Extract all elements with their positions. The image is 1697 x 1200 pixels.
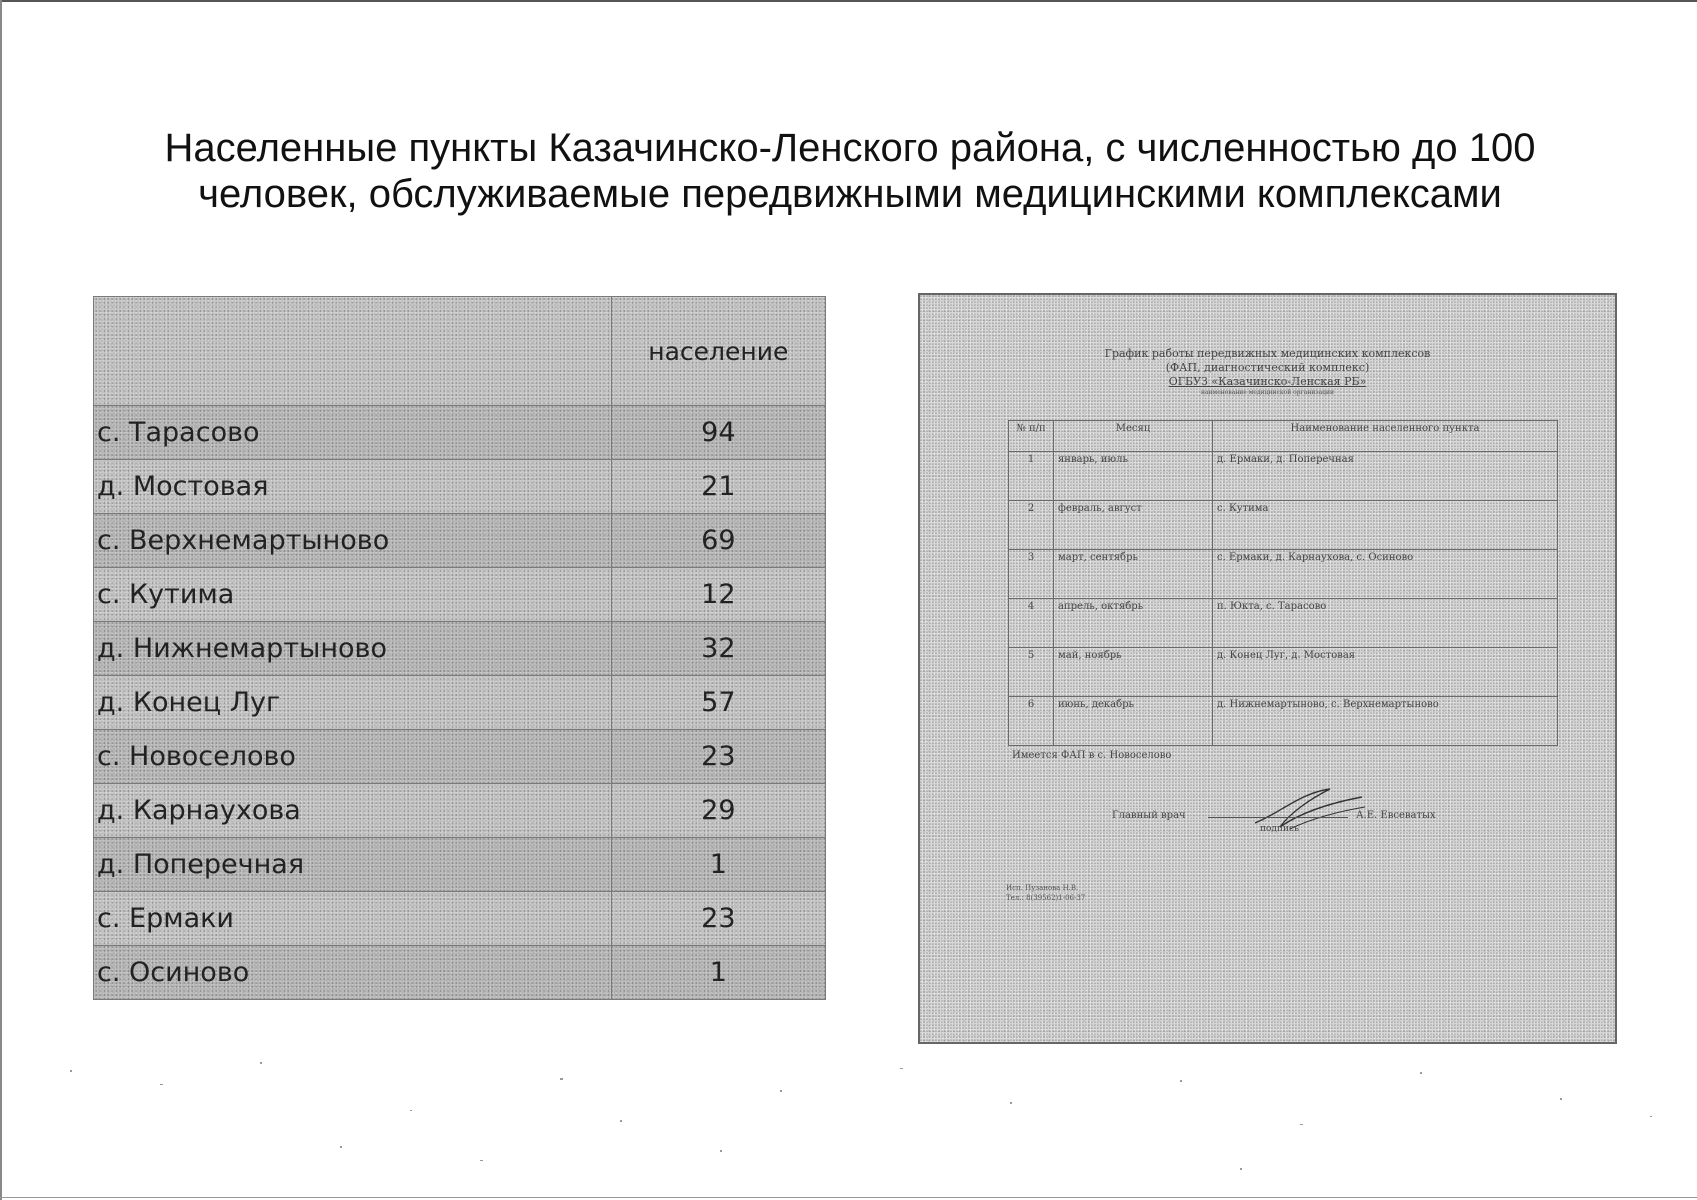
- chief-doctor-label: Главный врач: [1112, 810, 1186, 821]
- scan-noise: [0, 1050, 1697, 1190]
- population-value: 57: [611, 676, 825, 730]
- population-value: 32: [611, 622, 825, 676]
- table-row: [94, 460, 826, 514]
- settlement-name: д. Конец Луг: [94, 676, 612, 730]
- document-subtitle: (ФАП, диагностический комплекс): [1165, 361, 1370, 374]
- scanned-schedule-document: [918, 293, 1617, 1044]
- table-row: [94, 838, 826, 892]
- number-column-header: № п/п: [1009, 421, 1054, 452]
- page-border-left: [0, 0, 2, 1200]
- table-row: [94, 622, 826, 676]
- doctor-name: А.Е. Евсеватых: [1356, 810, 1436, 821]
- row-settlements: д. Конец Луг, д. Мостовая: [1213, 648, 1558, 697]
- schedule-header-row: [1009, 421, 1558, 452]
- population-value: 1: [611, 946, 825, 1000]
- settlement-column-header: [94, 297, 612, 406]
- population-value: 23: [611, 892, 825, 946]
- document-header: [920, 347, 1615, 397]
- document-footer: [1006, 883, 1085, 903]
- table-row: [94, 730, 826, 784]
- settlement-name: с. Новоселово: [94, 730, 612, 784]
- population-column-header: население: [611, 297, 825, 406]
- population-table: [93, 296, 826, 1000]
- table-row: [94, 946, 826, 1000]
- settlement-name: с. Верхнемартыново: [94, 514, 612, 568]
- table-row: [94, 568, 826, 622]
- row-settlements: п. Юкта, с. Тарасово: [1213, 599, 1558, 648]
- document-note: Имеется ФАП в с. Новоселово: [1012, 750, 1172, 761]
- page-border-bottom: [0, 1197, 1697, 1198]
- row-months: март, сентябрь: [1054, 550, 1213, 599]
- row-settlements: с. Кутима: [1213, 501, 1558, 550]
- schedule-row: [1009, 550, 1558, 599]
- population-value: 29: [611, 784, 825, 838]
- row-number: 1: [1009, 452, 1054, 501]
- schedule-row: [1009, 501, 1558, 550]
- population-value: 21: [611, 460, 825, 514]
- schedule-row: [1009, 599, 1558, 648]
- settlement-name: д. Нижнемартыново: [94, 622, 612, 676]
- organization-name: ОГБУЗ «Казачинско-Ленская РБ»: [1168, 375, 1367, 388]
- schedule-row: [1009, 697, 1558, 746]
- table-row: [94, 406, 826, 460]
- page-title: Населенные пункты Казачинско-Ленского района, с численностью до 100 человек, обслуживаемые передвижными медицинскими комплексами: [164, 126, 1536, 216]
- settlement-name: с. Кутима: [94, 568, 612, 622]
- row-number: 4: [1009, 599, 1054, 648]
- population-value: 69: [611, 514, 825, 568]
- population-value: 1: [611, 838, 825, 892]
- settlement-name: д. Мостовая: [94, 460, 612, 514]
- row-number: 3: [1009, 550, 1054, 599]
- population-value: 94: [611, 406, 825, 460]
- settlement-name: д. Карнаухова: [94, 784, 612, 838]
- signature-block: [1112, 807, 1436, 821]
- settlement-name: с. Осиново: [94, 946, 612, 1000]
- signature-line: [1208, 807, 1348, 818]
- row-number: 2: [1009, 501, 1054, 550]
- row-settlements: д. Ермаки, д. Поперечная: [1213, 452, 1558, 501]
- settlement-name: д. Поперечная: [94, 838, 612, 892]
- signature-caption: подпись: [1260, 824, 1299, 834]
- row-months: апрель, октябрь: [1054, 599, 1213, 648]
- page-border-top: [0, 0, 1697, 2]
- row-months: январь, июль: [1054, 452, 1213, 501]
- population-value: 12: [611, 568, 825, 622]
- schedule-table: [1008, 420, 1558, 746]
- row-number: 5: [1009, 648, 1054, 697]
- month-column-header: Месяц: [1054, 421, 1213, 452]
- row-months: май, ноябрь: [1054, 648, 1213, 697]
- schedule-row: [1009, 648, 1558, 697]
- schedule-row: [1009, 452, 1558, 501]
- table-row: [94, 892, 826, 946]
- row-months: февраль, август: [1054, 501, 1213, 550]
- table-header-row: [94, 297, 826, 406]
- settlement-name: с. Тарасово: [94, 406, 612, 460]
- row-number: 6: [1009, 697, 1054, 746]
- table-row: [94, 676, 826, 730]
- table-row: [94, 514, 826, 568]
- row-settlements: с. Ермаки, д. Карнаухова, с. Осиново: [1213, 550, 1558, 599]
- executor-phone: Тел.: 8(39562)1-06-37: [1006, 894, 1086, 902]
- executor: Исп. Пузанова Н.В.: [1006, 884, 1079, 892]
- population-value: 23: [611, 730, 825, 784]
- table-row: [94, 784, 826, 838]
- organization-caption: наименование медицинской организации: [1200, 389, 1335, 396]
- settlement-column-header: Наименование населенного пункта: [1213, 421, 1558, 452]
- row-settlements: д. Нижнемартыново, с. Верхнемартыново: [1213, 697, 1558, 746]
- settlement-name: с. Ермаки: [94, 892, 612, 946]
- document-title: График работы передвижных медицинских комплексов: [1104, 347, 1431, 360]
- row-months: июнь, декабрь: [1054, 697, 1213, 746]
